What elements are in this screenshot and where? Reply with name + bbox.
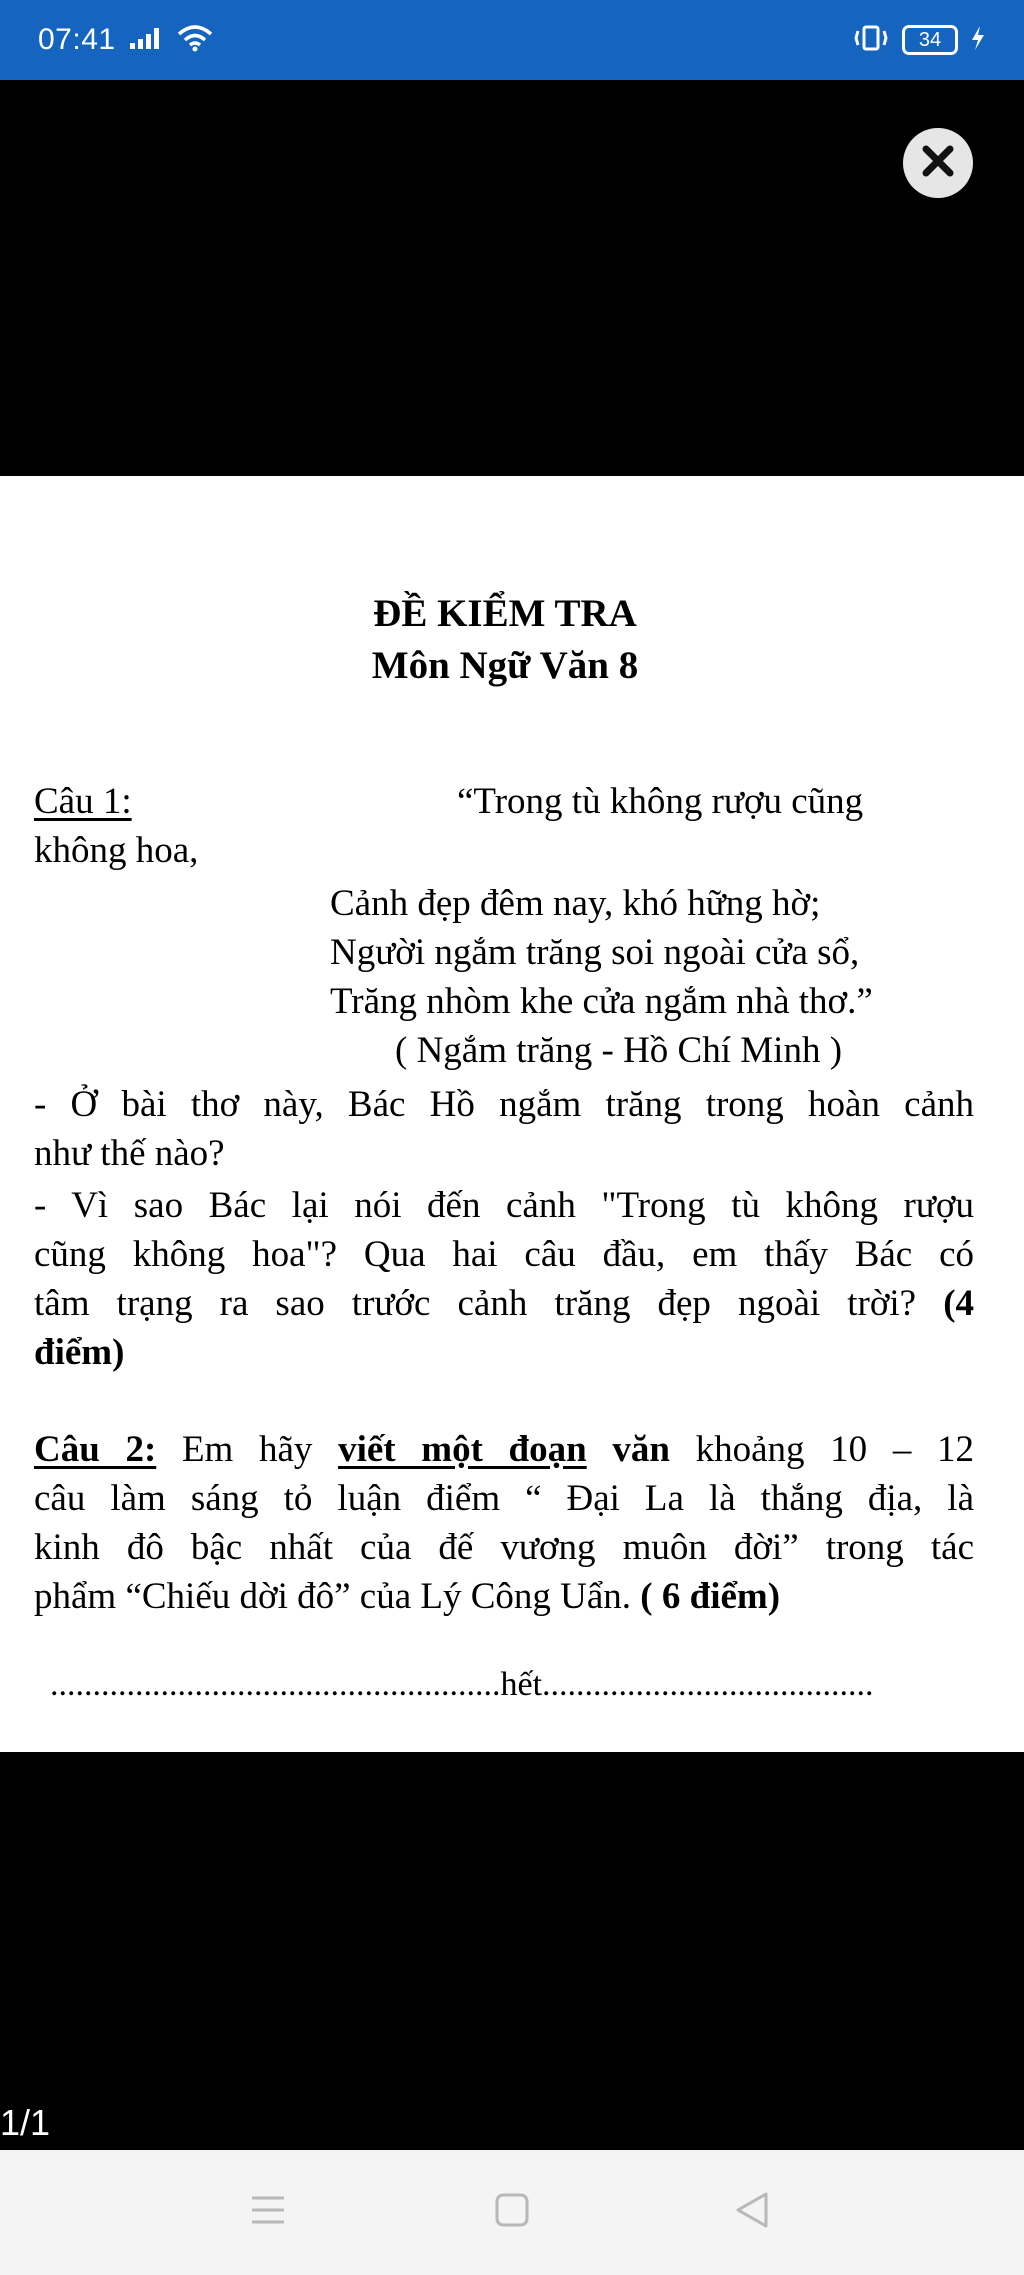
end-dots-left: ..................................................... bbox=[50, 1666, 501, 1703]
menu-button[interactable] bbox=[236, 2180, 300, 2244]
end-word: hết bbox=[500, 1666, 543, 1703]
q2-text-underline: viết một đoạn bbox=[338, 1429, 587, 1470]
viewer-top-area bbox=[0, 80, 1024, 476]
doc-title: ĐỀ KIỂM TRA bbox=[373, 592, 637, 635]
document-page bbox=[0, 476, 1024, 1752]
navigation-bar bbox=[0, 2150, 1024, 2275]
menu-icon bbox=[248, 2193, 288, 2232]
q2-label: Câu 2: bbox=[34, 1429, 157, 1470]
page-indicator: 1/1 bbox=[0, 2102, 51, 2143]
q1a-line-2: như thế nào? bbox=[34, 1133, 225, 1174]
charging-icon bbox=[970, 25, 986, 56]
q1b-line-2: cũng không hoa"? Qua hai câu đầu, em thấy Bác có bbox=[34, 1234, 974, 1275]
vibrate-icon bbox=[852, 23, 890, 58]
q1b-line-3: tâm trạng ra sao trước cảnh trăng đẹp ngoài trời? bbox=[34, 1283, 917, 1324]
q1-label: Câu 1: bbox=[34, 781, 132, 822]
poem-source: ( Ngắm trăng - Hồ Chí Minh ) bbox=[395, 1030, 843, 1071]
q2-text-bold: văn bbox=[612, 1429, 670, 1470]
battery-level: 34 bbox=[918, 28, 942, 51]
back-button[interactable] bbox=[720, 2180, 784, 2244]
end-line bbox=[50, 1661, 874, 1709]
q1a-line-1: - Ở bài thơ này, Bác Hồ ngắm trăng trong hoàn cảnh bbox=[34, 1084, 974, 1125]
q1b-line-1: - Vì sao Bác lại nói đến cảnh "Trong tù không rượu bbox=[34, 1185, 974, 1226]
status-bar bbox=[0, 0, 1024, 80]
poem-line-1a: “Trong tù không rượu cũng bbox=[457, 781, 864, 822]
home-button[interactable] bbox=[480, 2180, 544, 2244]
poem-line-2: Cảnh đẹp đêm nay, khó hững hờ; bbox=[330, 883, 821, 924]
poem-line-1b: không hoa, bbox=[34, 830, 199, 871]
end-dots-right: ....................................... bbox=[542, 1666, 874, 1703]
q2-line-3: kinh đô bậc nhất của đế vương muôn đời” trong tác bbox=[34, 1527, 974, 1568]
status-time: 07:41 bbox=[38, 23, 116, 56]
close-button[interactable] bbox=[903, 128, 973, 198]
viewer-bottom-area bbox=[0, 1752, 1024, 2150]
q2-line-4: phẩm “Chiếu dời đô” của Lý Công Uẩn. bbox=[34, 1576, 632, 1617]
home-icon bbox=[494, 2192, 530, 2233]
q1-points-a: (4 bbox=[943, 1283, 975, 1324]
q2-text-2: khoảng 10 – 12 bbox=[695, 1429, 974, 1470]
battery-icon bbox=[902, 25, 958, 55]
q2-line-4-row bbox=[34, 1573, 780, 1621]
wifi-icon bbox=[176, 23, 214, 58]
q1-points-b: điểm) bbox=[34, 1332, 125, 1373]
doc-subtitle: Môn Ngữ Văn 8 bbox=[371, 644, 639, 687]
q2-line-1 bbox=[34, 1426, 974, 1474]
q2-line-2: câu làm sáng tỏ luận điểm “ Đại La là thắng địa, là bbox=[34, 1478, 974, 1519]
poem-line-3: Người ngắm trăng soi ngoài cửa sổ, bbox=[330, 932, 860, 973]
q1b-line-3-row bbox=[34, 1280, 974, 1328]
q2-text-1: Em hãy bbox=[181, 1429, 313, 1470]
signal-icon bbox=[128, 25, 164, 56]
poem-line-4: Trăng nhòm khe cửa ngắm nhà thơ.” bbox=[330, 981, 873, 1022]
back-icon bbox=[733, 2190, 771, 2235]
q2-points: ( 6 điểm) bbox=[640, 1576, 781, 1617]
close-icon bbox=[918, 141, 958, 186]
